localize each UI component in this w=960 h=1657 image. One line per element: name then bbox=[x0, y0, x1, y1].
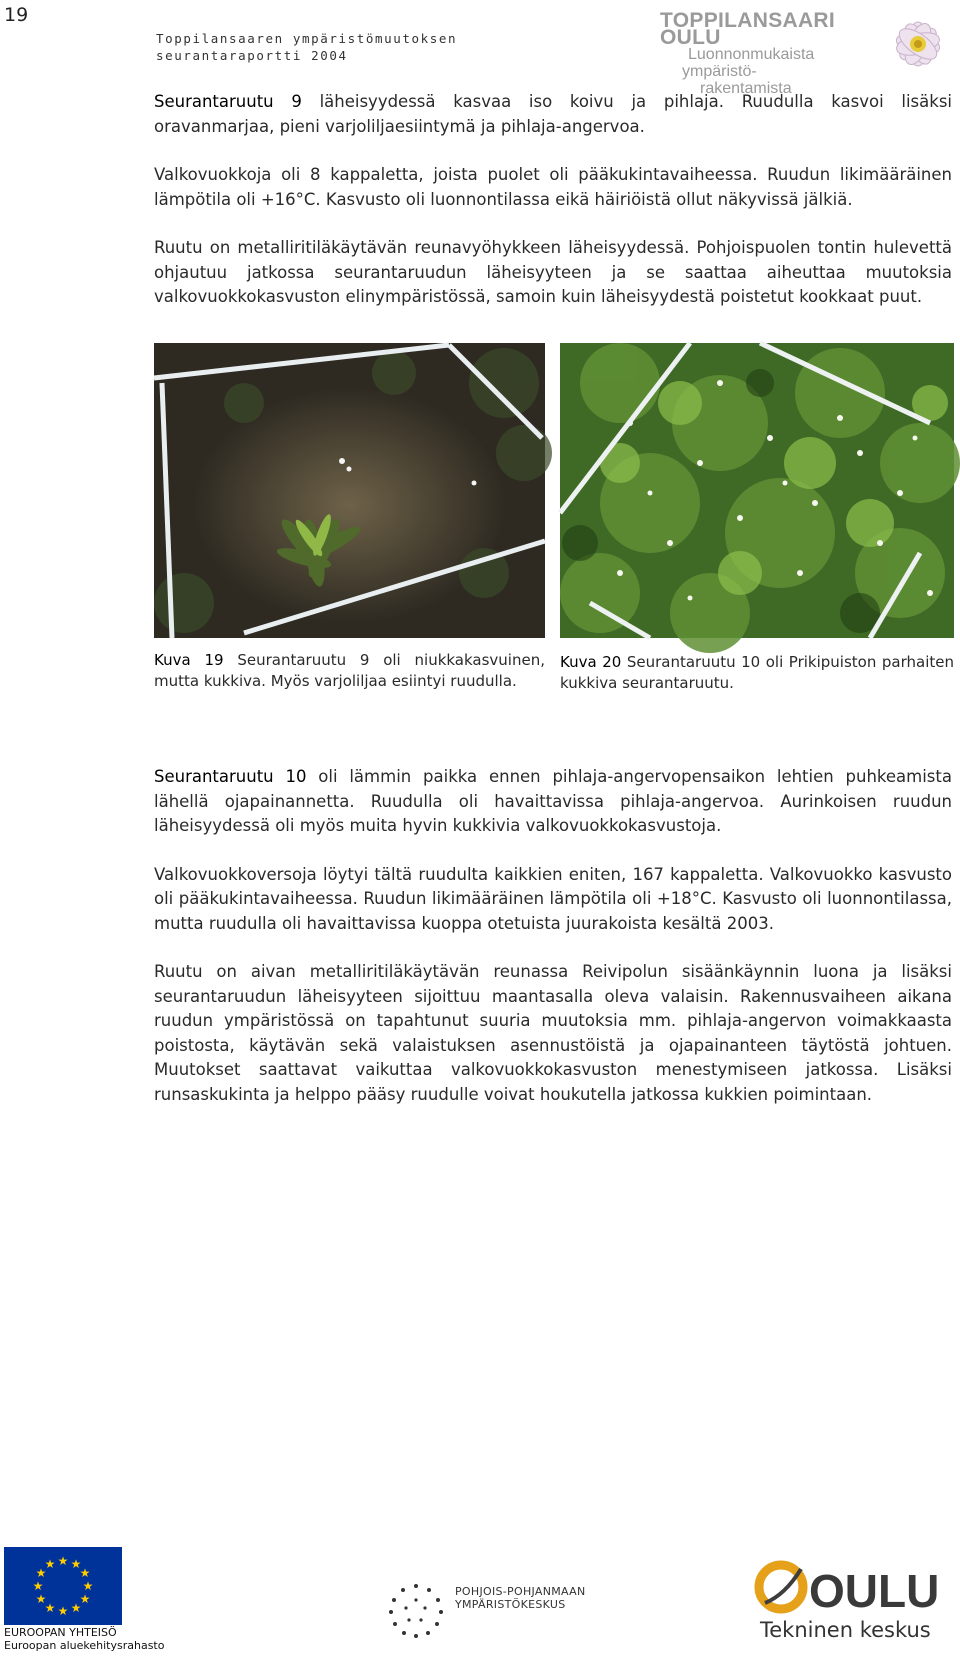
section-ruutu-9 bbox=[154, 90, 952, 334]
figure-label: Kuva 19 bbox=[154, 651, 224, 669]
photo-ruutu-9 bbox=[154, 343, 545, 638]
photo-ruutu-10 bbox=[560, 343, 954, 638]
svg-text:★: ★ bbox=[57, 1554, 69, 1568]
environment-centre-name: POHJOIS-POHJANMAAN YMPÄRISTÖKESKUS bbox=[455, 1585, 586, 1611]
paragraph: Ruutu on aivan metalliritiläkäytävän reunassa Reivipolun sisäänkäynnin luona ja lisäksi seurantaruudun läheisyyteen sijoittuu maantasalla oleva valaisin. Rakennusvaiheen aikana ruudun ympäristössä on tapahtunut suuria muutoksia mm. pihlaja-angervon voimakkaasta poistosta, käytävän sekä valaistuksen asennustöistä ja ojapainanteen täytöstä johtuen. Muutokset saattavat vaikuttaa valkovuokkokasvuston menestymiseen jatkossa. Lisäksi runsaskukinta ja helppo pääsy ruudulle voivat houkutella jatkossa kukkien poimintaan. bbox=[154, 962, 952, 1104]
section-ruutu-10 bbox=[154, 765, 952, 1131]
eu-flag-icon bbox=[4, 1547, 122, 1625]
figure-caption-20: Kuva 20 Seurantaruutu 10 oli Prikipuiston parhaiten kukkiva seurantaruutu. bbox=[560, 653, 954, 692]
svg-text:★: ★ bbox=[44, 1557, 56, 1571]
subheading: Seurantaruutu 10 bbox=[154, 767, 307, 786]
svg-text:★: ★ bbox=[57, 1604, 69, 1618]
report-title-line1: Toppilansaaren ympäristömuutoksen bbox=[156, 31, 458, 46]
svg-text:★: ★ bbox=[32, 1579, 44, 1593]
paragraph: Valkovuokkoja oli 8 kappaletta, joista puolet oli pääkukintavaiheessa. Ruudun likimääräinen lämpötila oli +16°C. Kasvusto oli luonnontilassa eikä häiriöistä ollut näkyvissä jälkiä. bbox=[154, 165, 952, 209]
figure-label: Kuva 20 bbox=[560, 653, 622, 671]
svg-text:★: ★ bbox=[44, 1601, 56, 1615]
svg-text:★: ★ bbox=[79, 1592, 91, 1606]
project-brand bbox=[660, 9, 875, 97]
report-title-line2: seurantaraportti 2004 bbox=[156, 48, 348, 63]
paragraph: Valkovuokkoversoja löytyi tältä ruudulta kaikkien eniten, 167 kappaletta. Valkovuokko kasvusto oli pääkukintavaiheessa. Ruudun likimääräinen lämpötila oli +18°C. Kasvusto oli luonnontilassa, mutta ruudulla oli havaittavissa kuoppa otetuista juurakoista kesältä 2003. bbox=[154, 864, 952, 933]
oulu-logo bbox=[755, 1555, 940, 1621]
brand-slogan-2: ympäristö- bbox=[682, 63, 757, 80]
svg-text:★: ★ bbox=[82, 1579, 94, 1593]
brand-name: TOPPILANSAARI OULU bbox=[660, 9, 836, 49]
svg-text:★: ★ bbox=[70, 1557, 82, 1571]
svg-text:OULU: OULU bbox=[809, 1565, 940, 1617]
page-number: 19 bbox=[4, 4, 29, 26]
eu-caption: EUROOPAN YHTEISÖ Euroopan aluekehitysrahasto bbox=[4, 1626, 165, 1652]
paragraph: Seurantaruutu 9 läheisyydessä kasvaa iso koivu ja pihlaja. Ruudulla kasvoi lisäksi oravanmarjaa, pieni varjoliljaesiintymä ja pihlaja-angervoa. bbox=[154, 92, 952, 136]
svg-text:★: ★ bbox=[35, 1566, 47, 1580]
anemone-flower-icon bbox=[878, 6, 956, 80]
paragraph: Ruutu on metalliritiläkäytävän reunavyöhykkeen läheisyydessä. Pohjoispuolen tontin hulevettä ohjautuu jatkossa seurantaruudun läheisyyteen ja se saattaa aiheuttaa muutoksia valkovuokkokasvuston elinympäristössä, samoin kuin läheisyydestä poistetut kookkaat puut. bbox=[154, 238, 952, 306]
brand-slogan-3: rakentamista bbox=[700, 80, 792, 97]
paragraph: Seurantaruutu 10 oli lämmin paikka ennen pihlaja-angervopensaikon lehtien puhkeamista lähellä ojapainannetta. Ruudulla oli havaittavissa pihlaja-angervoa. Aurinkoisen ruudun läheisyydessä oli myös muita hyvin kukkivia valkovuokkokasvustoja. bbox=[154, 767, 952, 835]
svg-text:★: ★ bbox=[35, 1592, 47, 1606]
report-title bbox=[156, 30, 457, 64]
oulu-department: Tekninen keskus bbox=[760, 1618, 931, 1642]
subheading: Seurantaruutu 9 bbox=[154, 92, 302, 111]
svg-text:★: ★ bbox=[79, 1566, 91, 1580]
svg-text:★: ★ bbox=[70, 1601, 82, 1615]
environment-centre-logo-icon bbox=[385, 1580, 447, 1642]
brand-slogan-1: Luonnonmukaista bbox=[688, 46, 815, 63]
figure-caption-19: Kuva 19 Seurantaruutu 9 oli niukkakasvuinen, mutta kukkiva. Myös varjoliljaa esiintyi ruudulla. bbox=[154, 651, 545, 690]
